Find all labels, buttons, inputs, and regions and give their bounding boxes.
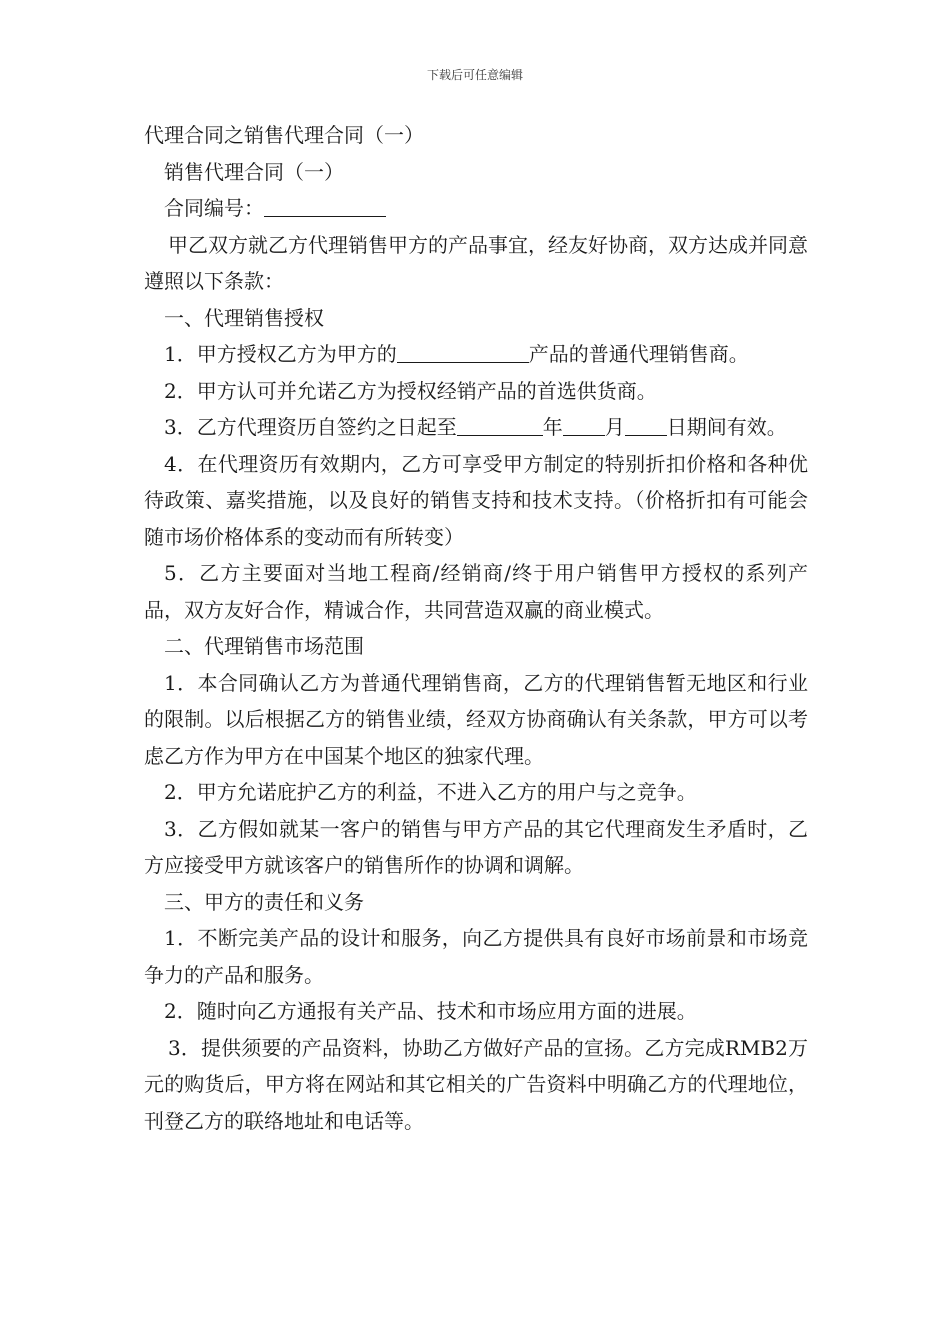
product-name-blank	[397, 342, 529, 363]
section-1-item-2: 2．甲方认可并允诺乙方为授权经销产品的首选供货商。	[164, 378, 657, 403]
section-1-item-3	[144, 409, 808, 446]
section-3-item-2: 2．随时向乙方通报有关产品、技术和市场应用方面的进展。	[164, 999, 697, 1023]
section-1-item-1	[144, 336, 808, 373]
year-blank	[457, 415, 543, 436]
section-1-item-3-text-a: 3．乙方代理资历自签约之日起至	[164, 415, 457, 439]
intro-paragraph: 甲乙双方就乙方代理销售甲方的产品事宜，经友好协商，双方达成并同意遵照以下条款：	[144, 232, 808, 293]
document-body	[144, 117, 808, 1139]
section-1-item-1-text-b: 产品的普通代理销售商。	[528, 342, 749, 366]
section-1-item-3-text-b: 日期间有效。	[666, 415, 787, 439]
month-label: 月	[604, 415, 625, 439]
year-label: 年	[542, 415, 563, 439]
section-1-heading: 一、代理销售授权	[164, 305, 324, 330]
contract-number-label: 合同编号：	[164, 196, 264, 220]
section-2-item-3: 3．乙方假如就某一客户的销售与甲方产品的其它代理商发生矛盾时，乙方应接受甲方就该客户的销售所作的协调和调解。	[144, 816, 808, 877]
section-1-item-4: 4．在代理资历有效期内，乙方可享受甲方制定的特别折扣价格和各种优待政策、嘉奖措施，以及良好的销售支持和技术支持。（价格折扣有可能会随市场价格体系的变动而有所转变）	[144, 451, 808, 549]
day-blank	[625, 415, 667, 436]
section-2-heading: 二、代理销售市场范围	[164, 634, 364, 658]
page-header: 下载后可任意编辑	[426, 68, 523, 82]
section-1-item-1-text-a: 1．甲方授权乙方为甲方的	[164, 342, 397, 366]
section-2-item-2: 2．甲方允诺庇护乙方的利益，不进入乙方的用户与之竞争。	[164, 780, 697, 804]
section-2-item-1: 1．本合同确认乙方为普通代理销售商，乙方的代理销售暂无地区和行业的限制。以后根据乙方的销售业绩，经双方协商确认有关条款，甲方可以考虑乙方作为甲方在中国某个地区的独家代理。	[144, 670, 808, 768]
document-title: 代理合同之销售代理合同（一）	[144, 123, 424, 147]
section-3-item-3: 3．提供须要的产品资料，协助乙方做好产品的宣扬。乙方完成RMB2万元的购货后，甲方将在网站和其它相关的广告资料中明确乙方的代理地位，刊登乙方的联络地址和电话等。	[144, 1035, 808, 1133]
section-3-heading: 三、甲方的责任和义务	[164, 889, 364, 914]
section-3-item-1: 1．不断完美产品的设计和服务，向乙方提供具有良好市场前景和市场竞争力的产品和服务。	[144, 926, 808, 987]
contract-subtitle: 销售代理合同（一）	[164, 159, 344, 184]
contract-number-line	[144, 190, 808, 227]
month-blank	[563, 415, 605, 436]
contract-number-blank	[264, 196, 386, 217]
section-1-item-5: 5．乙方主要面对当地工程商/经销商/终于用户销售甲方授权的系列产品，双方友好合作，精诚合作，共同营造双赢的商业模式。	[144, 561, 808, 622]
